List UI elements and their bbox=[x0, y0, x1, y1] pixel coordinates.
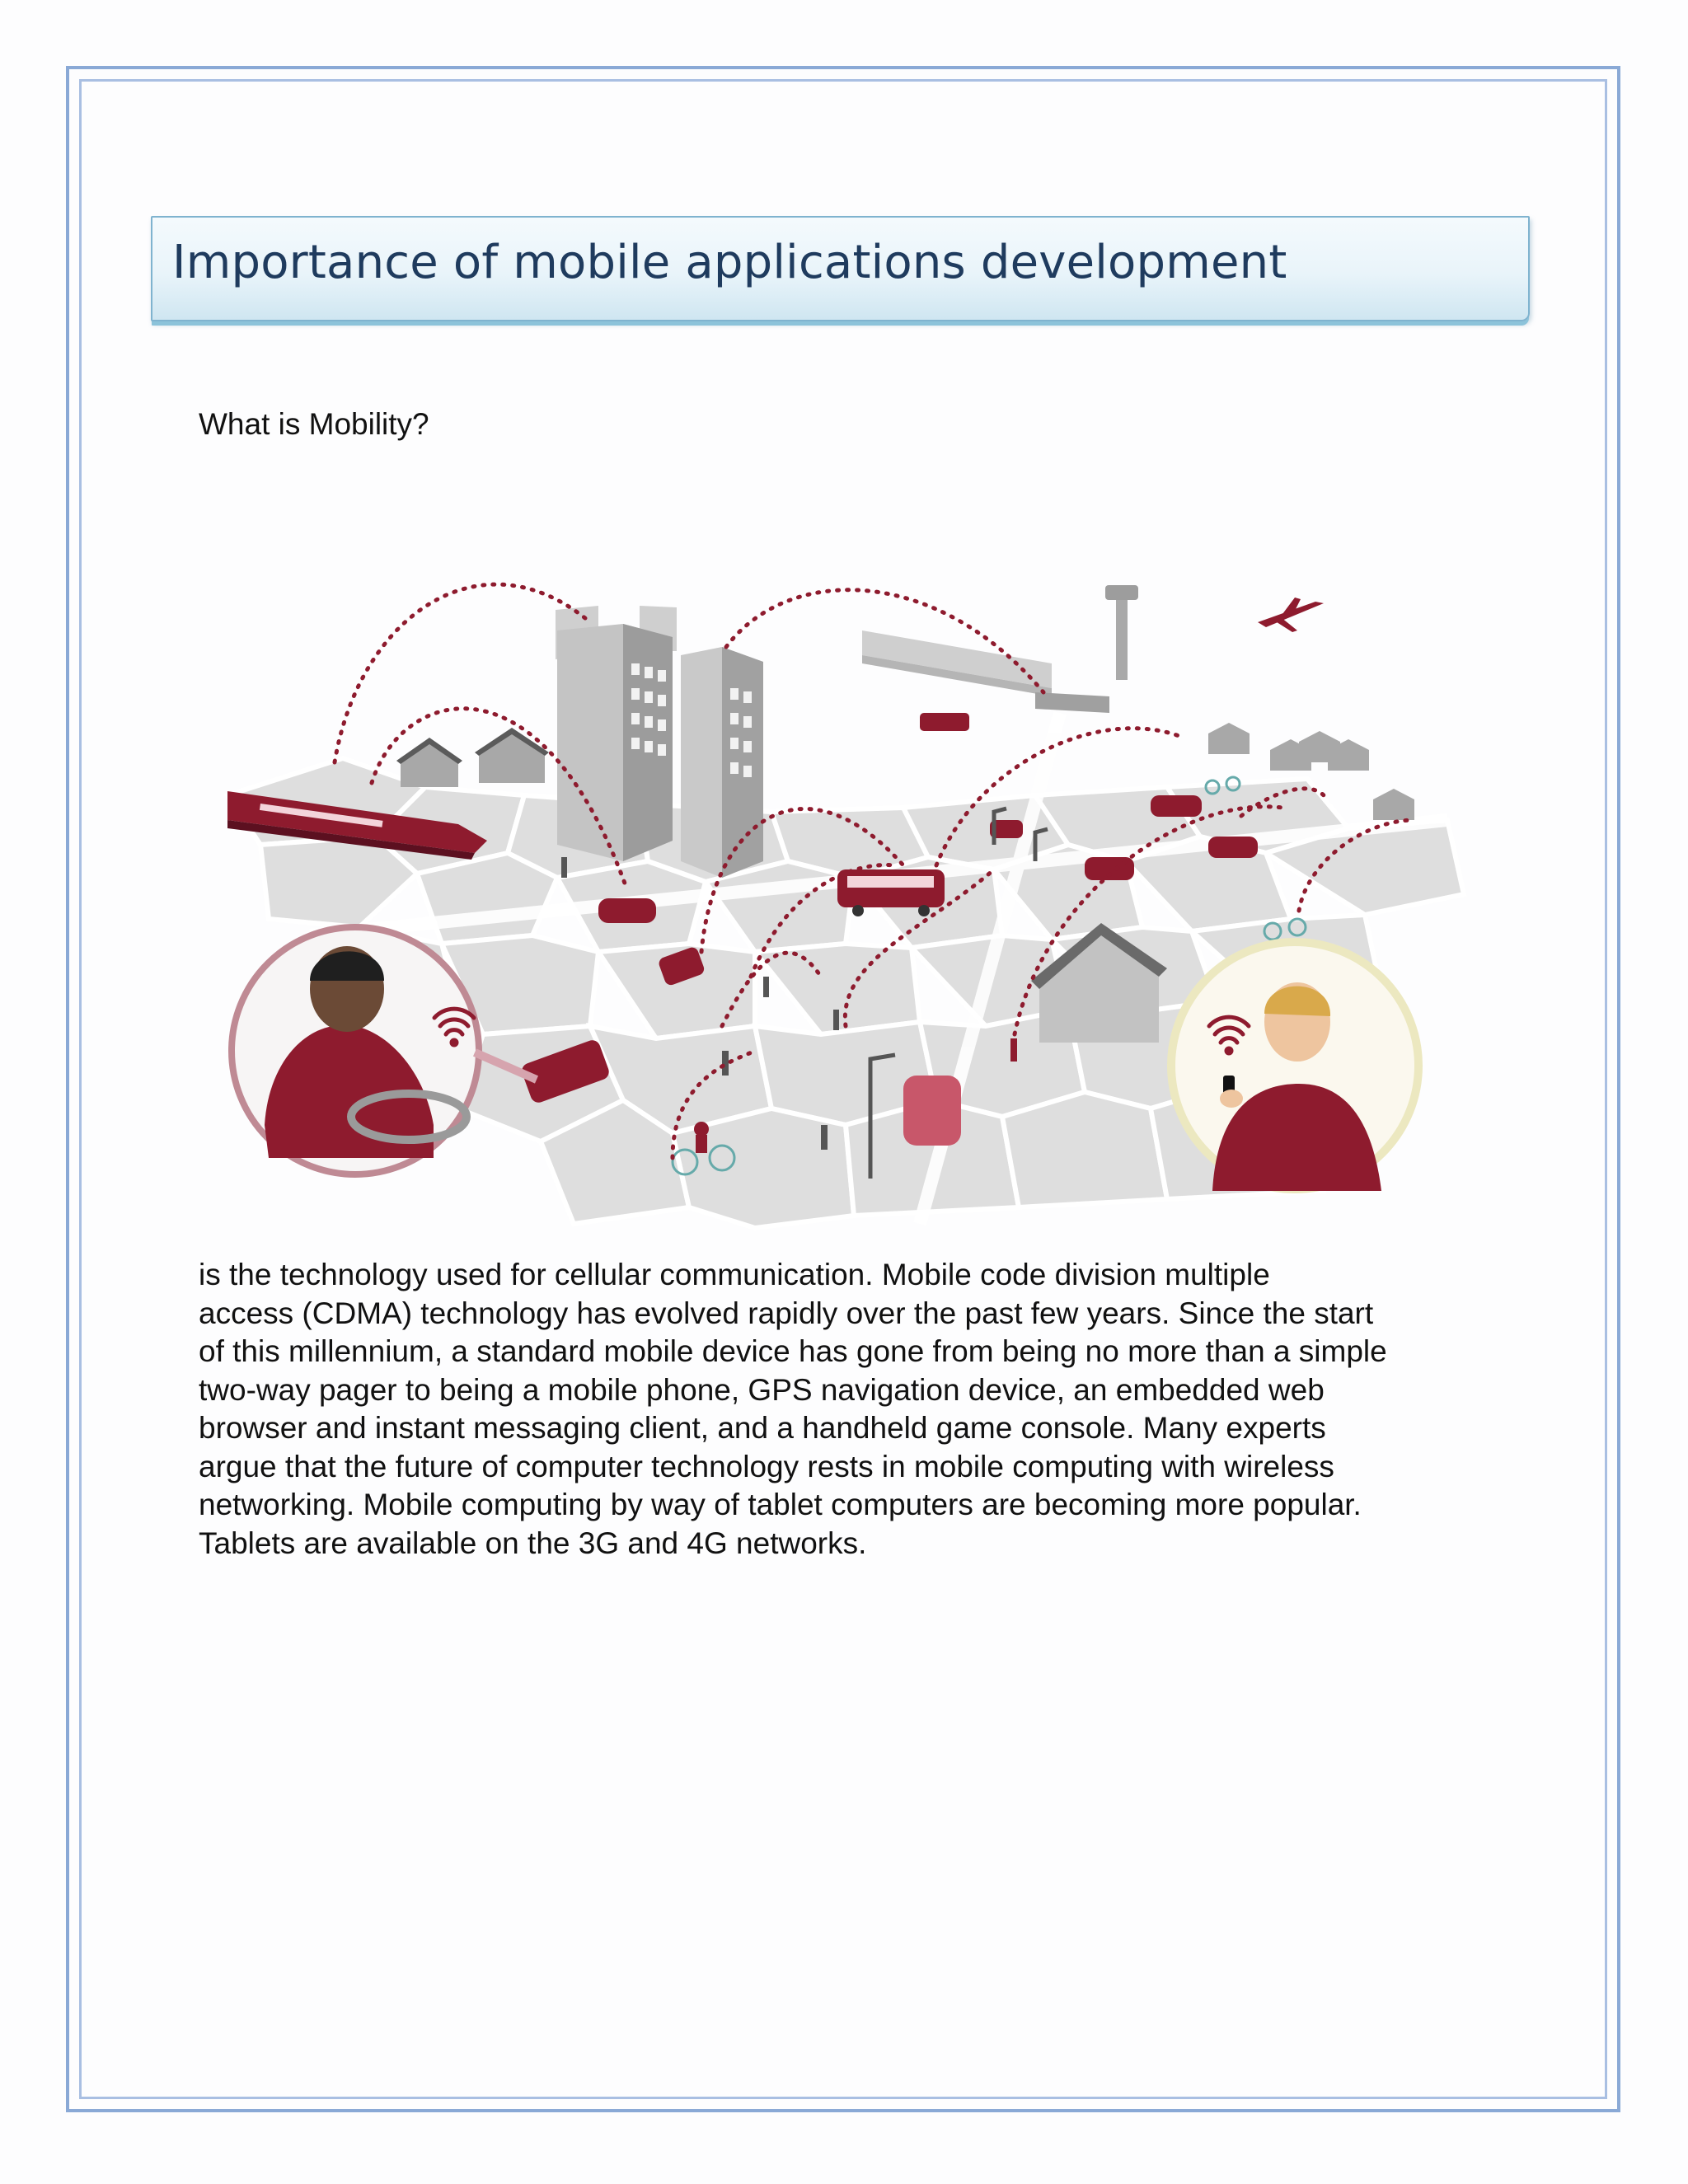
control-tower-icon bbox=[1116, 598, 1128, 680]
body-line: access (CDMA) technology has evolved rapidly over the past few years. Since the start bbox=[199, 1296, 1374, 1330]
building-icon bbox=[556, 606, 763, 878]
phone-user-figure bbox=[1171, 942, 1418, 1191]
airplane-icon bbox=[1258, 598, 1324, 632]
city-network-illustration bbox=[211, 548, 1480, 1240]
body-line: Tablets are available on the 3G and 4G networks. bbox=[199, 1526, 867, 1560]
body-line: two-way pager to being a mobile phone, GPS navigation device, an embedded web bbox=[199, 1372, 1325, 1407]
body-paragraph bbox=[199, 1256, 1517, 1563]
body-line: argue that the future of computer technology rests in mobile computing with wireless bbox=[199, 1449, 1334, 1483]
title-banner bbox=[151, 216, 1530, 321]
page-title: Importance of mobile applications development bbox=[172, 236, 1287, 289]
body-line: browser and instant messaging client, and a handheld game console. Many experts bbox=[199, 1411, 1326, 1445]
body-line: is the technology used for cellular communication. Mobile code division multiple bbox=[199, 1258, 1270, 1291]
body-line: networking. Mobile computing by way of tablet computers are becoming more popular. bbox=[199, 1488, 1362, 1521]
tram-car bbox=[903, 1076, 961, 1146]
body-line: of this millennium, a standard mobile device has gone from being no more than a simple bbox=[199, 1334, 1387, 1368]
section-heading: What is Mobility? bbox=[199, 407, 429, 441]
